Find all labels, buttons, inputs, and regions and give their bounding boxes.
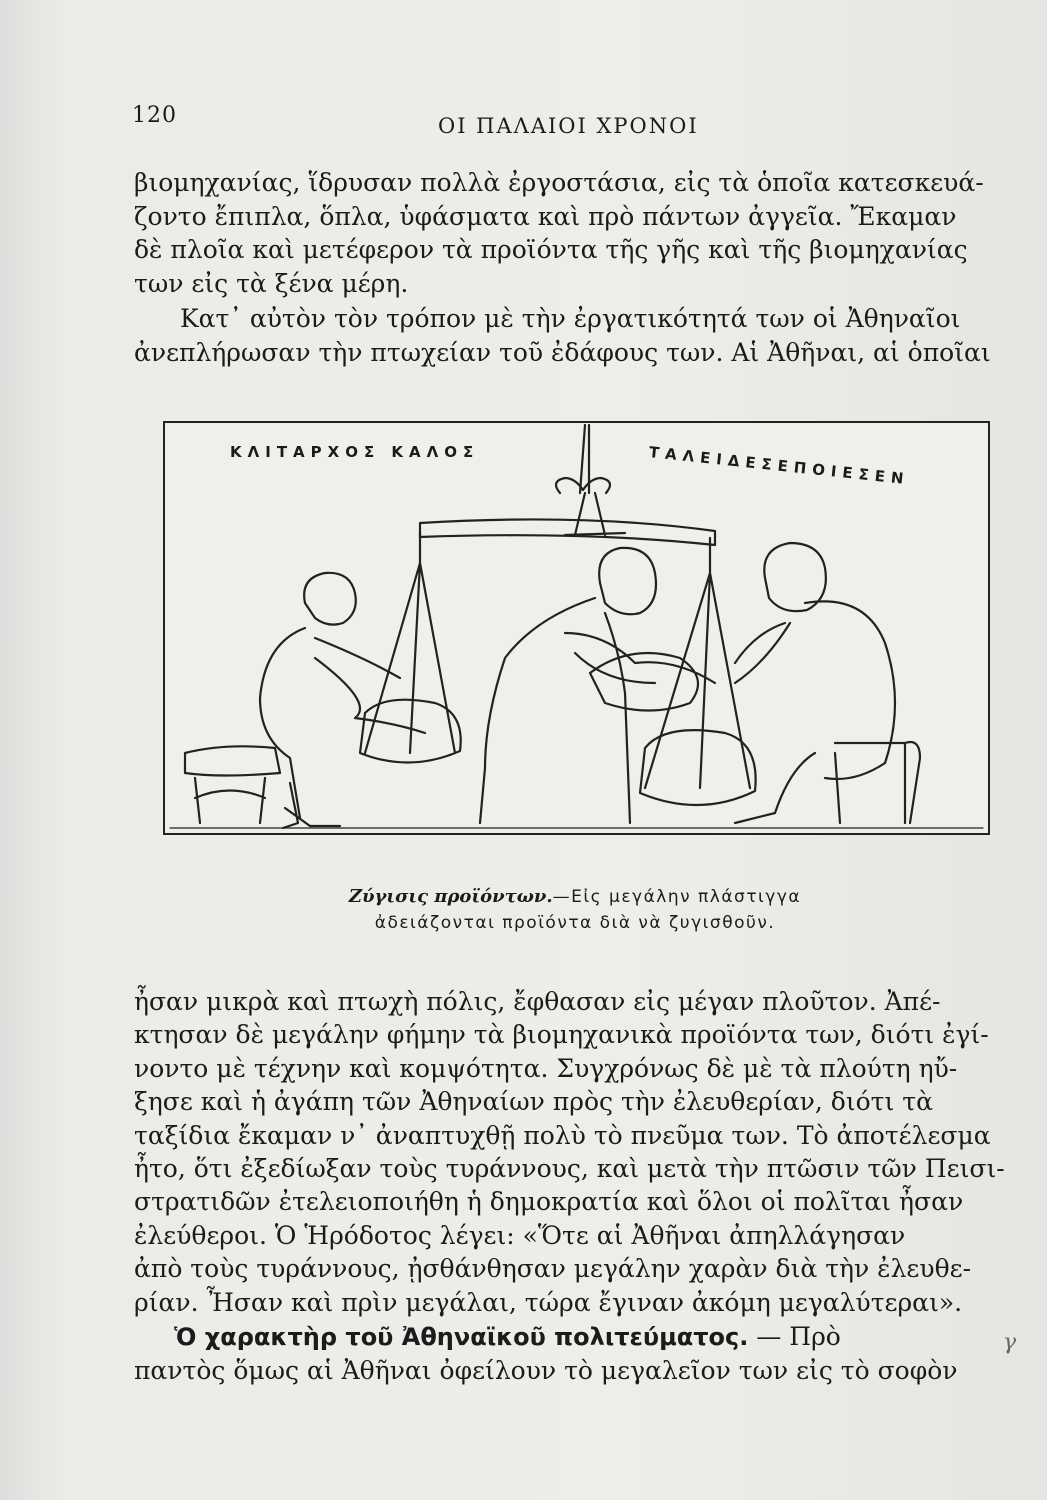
text-line: των εἰς τὰ ξένα μέρη. xyxy=(134,268,409,298)
text-line: ἀνεπλήρωσαν τὴν πτωχείαν τοῦ ἐδάφους των. Αἱ Ἀθῆναι, αἱ ὁποῖαι xyxy=(134,337,991,367)
running-title: ΟΙ ΠΑΛΑΙΟΙ ΧΡΟΝΟΙ xyxy=(438,114,699,138)
middle-figure-head xyxy=(599,548,656,614)
scale-hook xyxy=(556,478,610,493)
caption-title: Ζύγισις προϊόντων. xyxy=(348,886,553,907)
text-line: ἐλεύθεροι. Ὁ Ἡρόδοτος λέγει: «Ὅτε αἱ Ἀθῆναι ἀπηλλάγησαν xyxy=(134,1220,906,1250)
text-line: Κατ᾽ αὐτὸν τὸν τρόπον μὲ τὴν ἐργατικότητά των οἱ Ἀθηναῖοι xyxy=(180,304,961,333)
right-pan xyxy=(640,730,756,805)
text-line: ἦσαν μικρὰ καὶ πτωχὴ πόλις, ἔφθασαν εἰς μέγαν πλοῦτον. Ἀπέ- xyxy=(134,987,941,1016)
left-stool xyxy=(185,746,280,823)
section-heading: Ὁ χαρακτὴρ τοῦ Ἀθηναϊκοῦ πολιτεύματος. xyxy=(174,1323,749,1351)
text-line: ρίαν. Ἦσαν καὶ πρὶν μεγάλαι, τώρα ἔγιναν ἀκόμη μεγαλύτεραι». xyxy=(134,1287,963,1317)
paragraph-wealth-freedom xyxy=(134,985,1005,1319)
text-line: ζοντο ἔπιπλα, ὅπλα, ὑφάσματα καὶ πρὸ πάντων ἀγγεῖα. Ἔκαμαν xyxy=(134,201,957,231)
paragraph-industry xyxy=(134,166,986,300)
paragraph-constitution xyxy=(134,1320,996,1388)
paragraph-diligence xyxy=(134,302,991,369)
heading-tail: — Πρὸ xyxy=(748,1322,841,1351)
text-line: ταξίδια ἔκαμαν ν᾽ ἀναπτυχθῇ πολὺ τὸ πνεῦμα των. Τὸ ἀποτέλεσμα xyxy=(134,1120,991,1150)
right-figure-body xyxy=(735,601,895,823)
text-line: παντὸς ὅμως αἱ Ἀθῆναι ὀφείλουν τὸ μεγαλεῖον των εἰς τὸ σοφὸν xyxy=(134,1356,958,1386)
left-figure-body xyxy=(260,628,425,818)
left-figure-head xyxy=(304,573,356,625)
text-line: ξησε καὶ ἡ ἀγάπη τῶν Ἀθηναίων πρὸς τὴν ἐλευθερίαν, διότι τὰ xyxy=(134,1087,933,1117)
middle-figure-body xyxy=(480,598,715,823)
right-stool xyxy=(835,742,920,823)
left-figure-feet xyxy=(283,783,340,828)
figure-caption xyxy=(295,884,855,936)
text-line: στρατιδῶν ἐτελειοποιήθη ἡ δημοκρατία καὶ ὅλοι οἱ πολῖται ἦσαν xyxy=(134,1187,964,1217)
inscription-right: ΤΑΛΕΙΔΕΣΕΠΟΙΕΣΕΝ xyxy=(648,443,911,489)
text-line: νοντο μὲ τέχνην καὶ κομψότητα. Συγχρόνως δὲ μὲ τὰ πλούτη ηὔ- xyxy=(134,1053,958,1083)
balance-beam xyxy=(420,519,715,545)
text-line: ἦτο, ὅτι ἐξεδίωξαν τοὺς τυράννους, καὶ μετὰ τὴν πτῶσιν τῶν Πεισι- xyxy=(134,1154,1005,1184)
page-number: 120 xyxy=(132,103,177,128)
inscription-left: ΚΛΙΤΑΡΧΟΣ ΚΑΛΟΣ xyxy=(230,443,480,461)
text-line: κτησαν δὲ μεγάλην φήμην τὰ βιομηχανικὰ προϊόντα των, διότι ἐγί- xyxy=(134,1020,989,1050)
margin-pencil-mark: γ xyxy=(1003,1330,1017,1355)
left-pan-cords xyxy=(365,533,455,753)
beam-strings xyxy=(565,493,625,535)
vase-illustration xyxy=(163,421,990,835)
caption-text: —Εἰς μεγάλην πλάστιγγα ἀδειάζονται προϊόντα διὰ νὰ ζυγισθοῦν. xyxy=(374,887,802,933)
text-line: ἀπὸ τοὺς τυράννους, ᾐσθάνθησαν μεγάλην χαρὰν διὰ τὴν ἐλευθε- xyxy=(134,1254,972,1284)
weighing-scene-drawing xyxy=(165,423,988,833)
section-heading-line xyxy=(134,1320,996,1354)
text-line: δὲ πλοῖα καὶ μετέφερον τὰ προϊόντα τῆς γῆς καὶ τῆς βιομηχανίας xyxy=(134,235,968,264)
text-line: βιομηχανίας, ἵδρυσαν πολλὰ ἐργοστάσια, εἰς τὰ ὁποῖα κατεσκευά- xyxy=(134,168,984,197)
